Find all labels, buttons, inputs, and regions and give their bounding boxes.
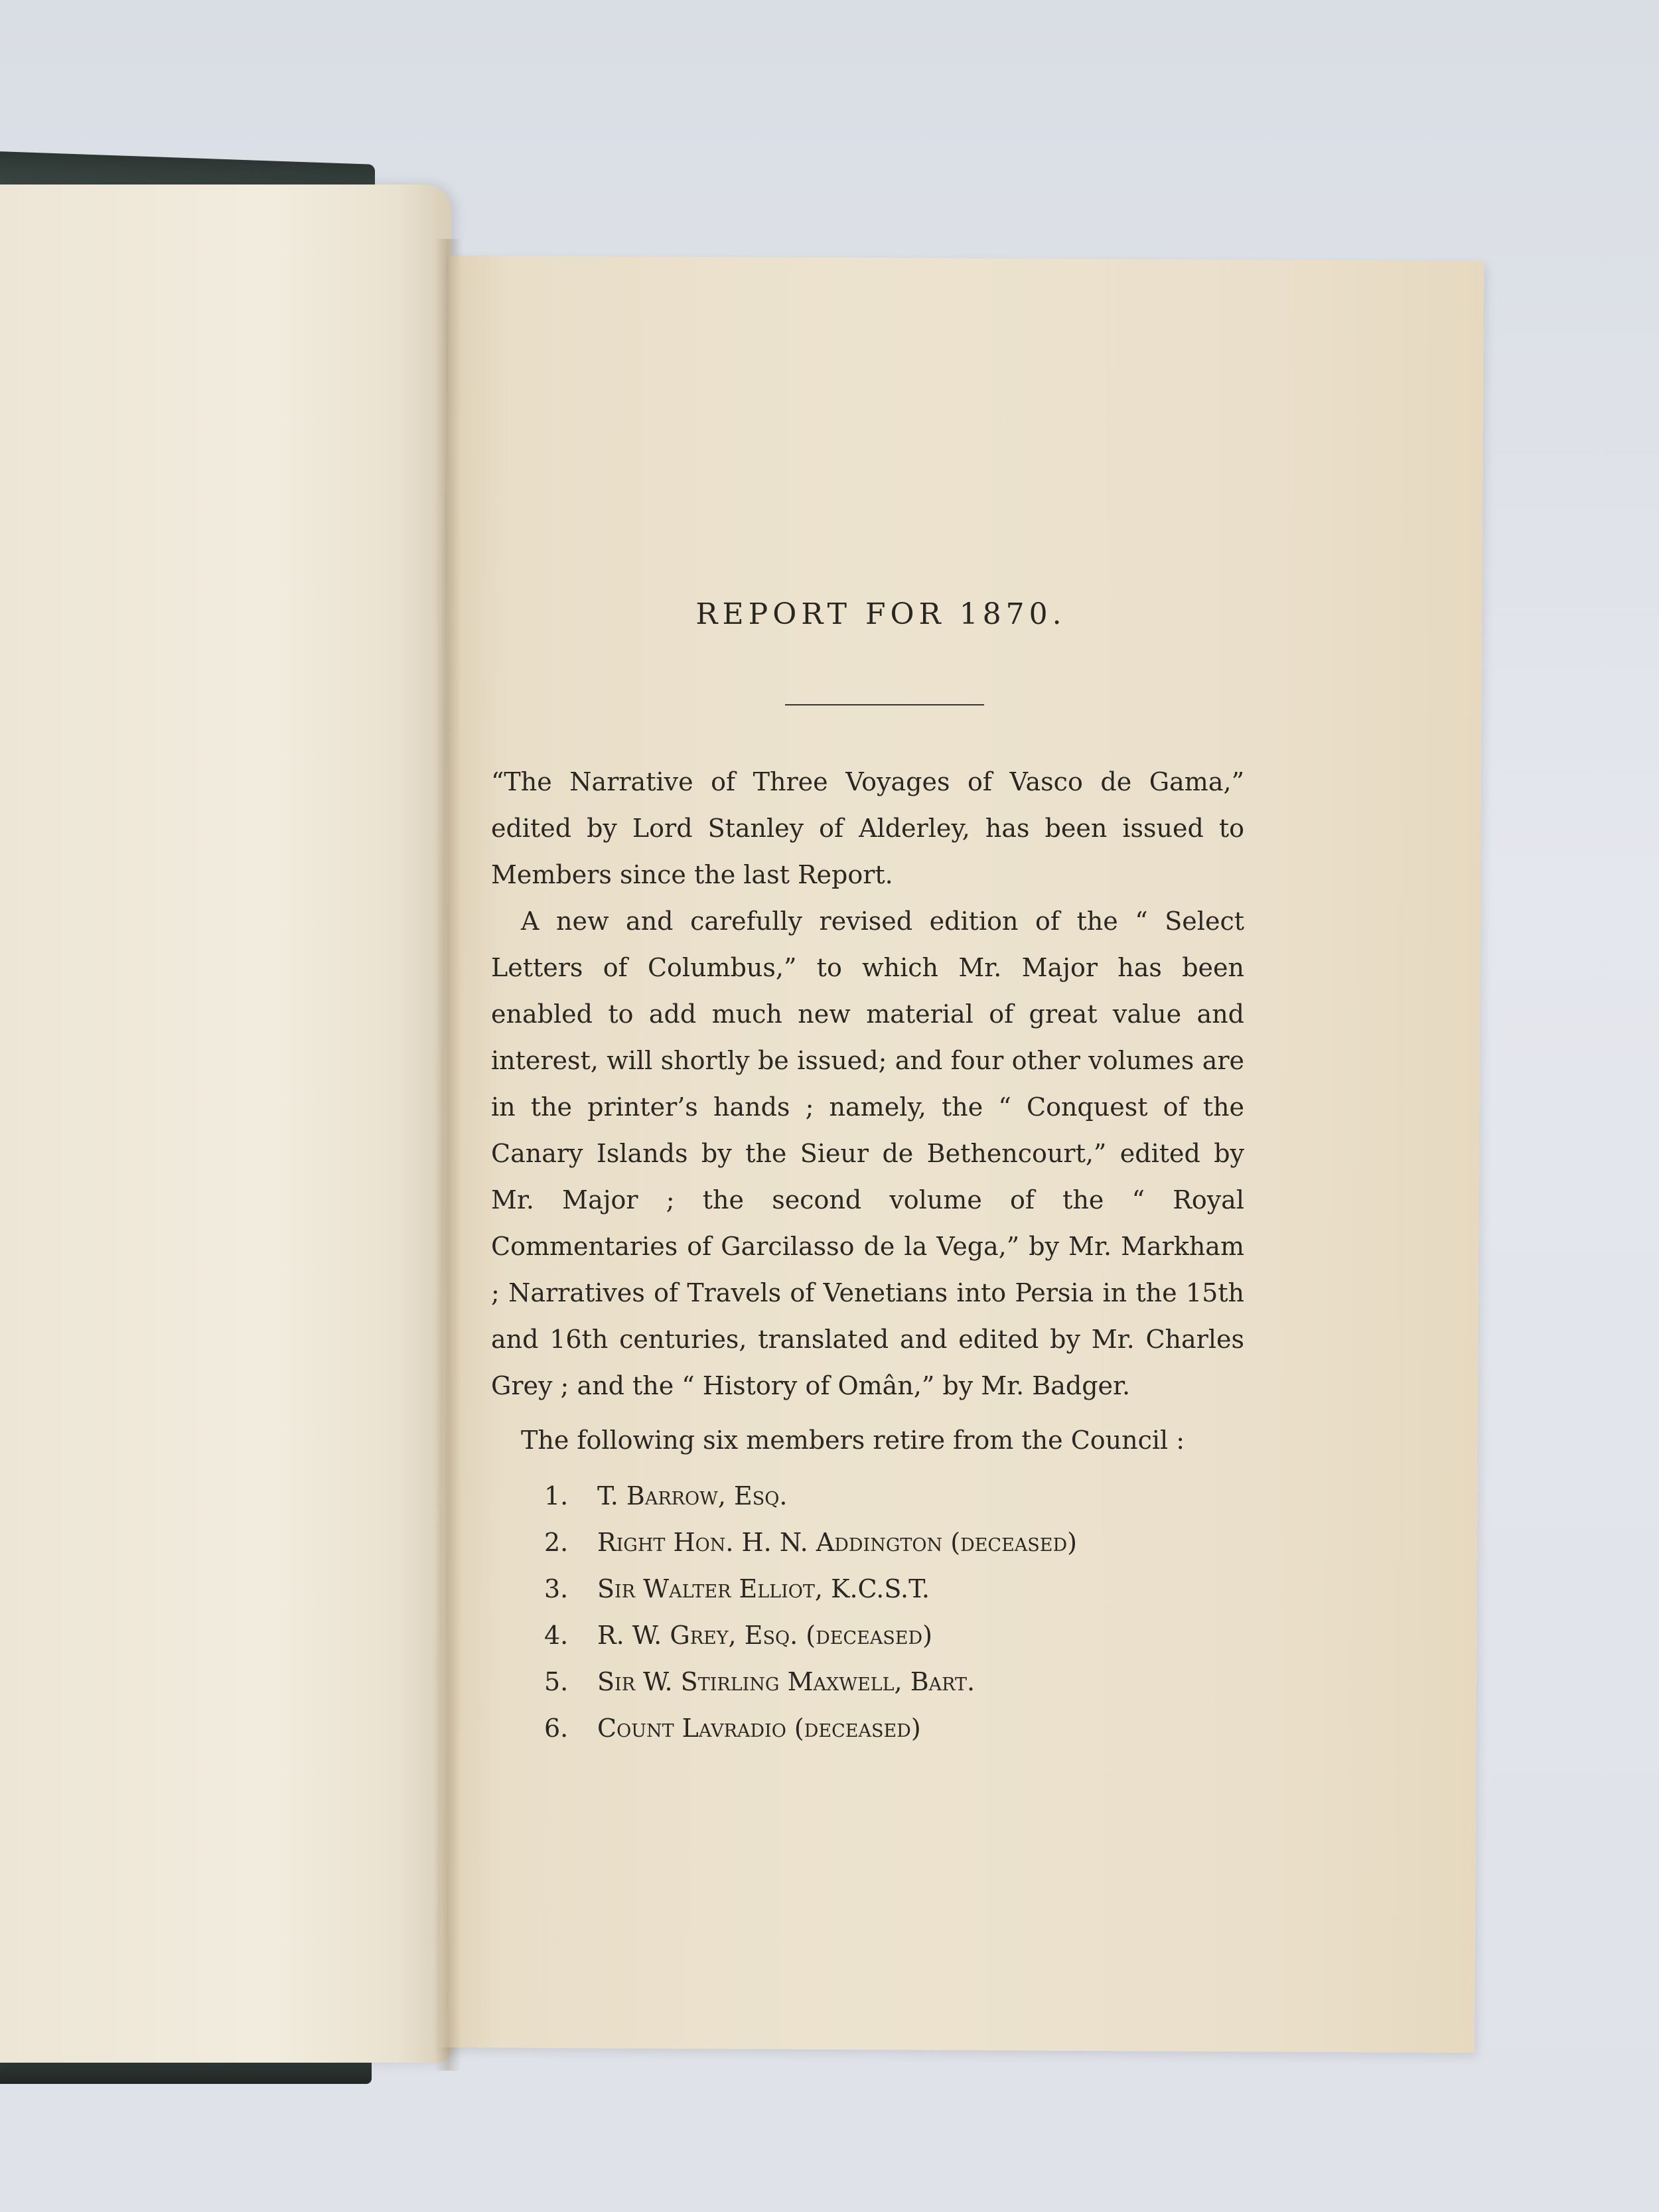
- list-number: 6.: [544, 1714, 569, 1743]
- list-item: [544, 1612, 1244, 1659]
- book-gutter: [435, 239, 461, 2071]
- retiree-name: R. W. Grey, Esq. (deceased): [597, 1621, 932, 1650]
- list-item: [544, 1705, 1244, 1751]
- retiree-name: Right Hon. H. N. Addington (deceased): [597, 1528, 1077, 1557]
- paragraph-council-intro: The following six members retire from the Council :: [521, 1426, 1185, 1455]
- retiree-name: Sir Walter Elliot, K.C.S.T.: [597, 1574, 930, 1603]
- list-item: [544, 1519, 1244, 1566]
- retiree-name: Count Lavradio (deceased): [597, 1714, 921, 1743]
- text-column: [491, 597, 1244, 1751]
- list-number: 2.: [544, 1528, 569, 1557]
- retiree-name: Sir W. Stirling Maxwell, Bart.: [597, 1667, 975, 1696]
- page-title: REPORT FOR 1870.: [695, 597, 1066, 631]
- retiree-name: T. Barrow, Esq.: [597, 1481, 788, 1511]
- title-rule: [785, 704, 984, 705]
- list-number: 1.: [544, 1481, 569, 1511]
- list-number: 5.: [544, 1667, 569, 1696]
- list-item: [544, 1473, 1244, 1519]
- left-page-blank: [0, 184, 451, 2063]
- paragraph-volumes: A new and carefully revised edition of the “ Select Letters of Columbus,” to which Mr. Major has been enabled to add much new material of great value and interest, will shortly be issued; and four other volumes are in the printer’s hands ; namely, the “ Conquest of the Canary Islands by the Sieur de Bethencourt,” edited by Mr. Major ; the second volume of the “ Royal Commentaries of Garcilasso de la Vega,” by Mr. Markham ; Narratives of Travels of Venetians into Persia in the 15th and 16th centuries, translated and edited by Mr. Charles Grey ; and the “ History of Omân,” by Mr. Badger.: [491, 907, 1244, 1400]
- list-item: [544, 1659, 1244, 1705]
- list-item: [544, 1566, 1244, 1612]
- list-number: 3.: [544, 1574, 569, 1603]
- paragraph-narrative: “The Narrative of Three Voyages of Vasco de Gama,” edited by Lord Stanley of Alderley, has been issued to Members since the last Report.: [491, 767, 1244, 889]
- list-number: 4.: [544, 1621, 569, 1650]
- retiree-list: [544, 1473, 1244, 1751]
